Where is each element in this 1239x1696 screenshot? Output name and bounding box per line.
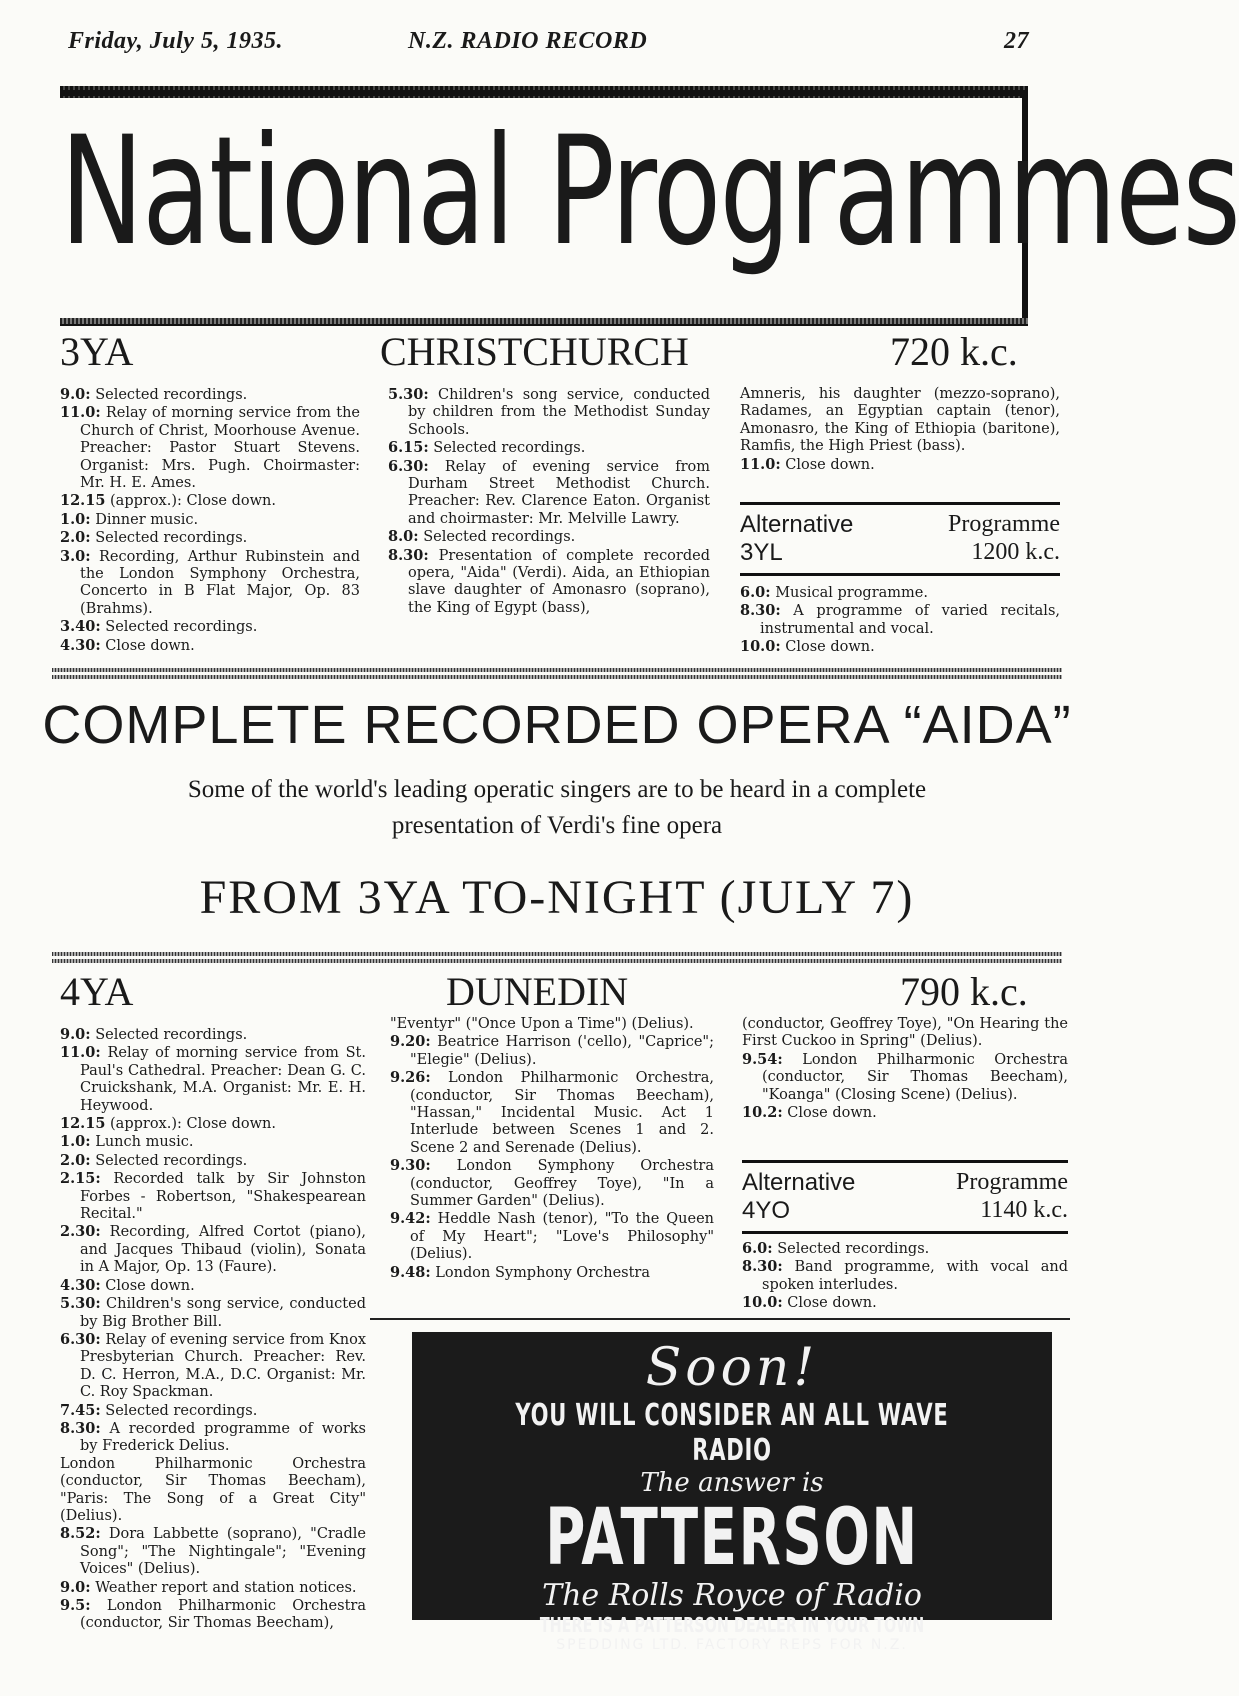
programme-entry: 9.48: London Symphony Orchestra: [390, 1263, 651, 1281]
programme-entry: "Eventyr" ("Once Upon a Time") (Delius).: [390, 1016, 694, 1032]
programme-entry: 10.0: Close down.: [740, 638, 875, 656]
programme-column-3ya-2: [388, 386, 710, 617]
programme-column-3ya-1: [60, 386, 360, 655]
programme-entry: 2.0: Selected recordings.: [60, 1151, 248, 1169]
programme-column-3yl: [740, 584, 1060, 657]
programme-entry: 9.0: Selected recordings.: [60, 1026, 248, 1043]
alt-title-2: Programme: [956, 1169, 1068, 1195]
programme-entry: 9.5: London Philharmonic Orchestra (conductor, Sir Thomas Beecham),: [60, 1597, 366, 1632]
advert-divider: [370, 1318, 1070, 1320]
patterson-advert: [412, 1332, 1052, 1653]
advert-soon: Soon!: [645, 1338, 819, 1398]
programme-entry: 8.0: Selected recordings.: [388, 528, 576, 546]
issue-date: Friday, July 5, 1935.: [68, 28, 283, 54]
programme-entry: (conductor, Geoffrey Toye), "On Hearing the First Cuckoo in Spring" (Delius).: [742, 1016, 1068, 1050]
programme-entry: 8.30: Presentation of complete recorded opera, "Aida" (Verdi). Aida, an Ethiopian slave daughter of Amonasro (soprano), the King of Egypt (bass),: [388, 546, 710, 616]
programme-entry: 8.30: A programme of varied recitals, instrumental and vocal.: [740, 602, 1060, 637]
programme-entry: 8.30: A recorded programme of works by Frederick Delius.: [60, 1419, 366, 1455]
programme-entry: 2.30: Recording, Alfred Cortot (piano), and Jacques Thibaud (violin), Sonata in A Major, Op. 13 (Faure).: [60, 1223, 366, 1276]
programme-entry: Amneris, his daughter (mezzo-soprano), Radames, an Egyptian captain (tenor), Amonasro, the King of Ethiopia (baritone), Ramfis, the High Priest (bass).: [740, 386, 1060, 455]
station-city-3ya: CHRISTCHURCH: [380, 329, 689, 374]
station-frequency-4ya: 790 k.c.: [900, 969, 1028, 1014]
programme-entry: 4.30: Close down.: [60, 1276, 195, 1294]
advert-brand: PATTERSON: [545, 1493, 919, 1583]
programme-entry: 5.30: Children's song service, conducted by Big Brother Bill.: [60, 1295, 366, 1330]
programme-entry: 6.0: Musical programme.: [740, 584, 928, 601]
programme-entry: 10.0: Close down.: [742, 1294, 877, 1312]
alt-station-call: 3YL: [740, 539, 783, 566]
advert-slogan: The Rolls Royce of Radio: [542, 1578, 922, 1613]
programme-entry: 1.0: Lunch music.: [60, 1133, 194, 1151]
alt-title: Alternative: [740, 511, 854, 538]
programme-entry: 6.30: Relay of evening service from Knox Presbyterian Church. Preacher: Rev. D. C. Herron, M.A., D.C. Organist: Mr. C. Roy Spackman.: [60, 1330, 366, 1401]
programme-entry: 8.52: Dora Labbette (soprano), "Cradle Song"; "The Nightingale"; "Evening Voices" (Delius).: [60, 1525, 366, 1578]
alternative-box-3yl: [740, 502, 1060, 576]
programme-entry: 11.0: Relay of morning service from St. Paul's Cathedral. Preacher: Dean G. C. Cruickshank, M.A. Organist: Mr. E. H. Heywood.: [60, 1044, 366, 1114]
programme-column-4yo: [742, 1240, 1068, 1313]
programme-column-4ya-2: [390, 1016, 714, 1282]
alternative-box-4yo: [742, 1160, 1068, 1234]
station-call-3ya: 3YA: [60, 329, 134, 374]
advert-dealer: THERE IS A PATTERSON DEALER IN YOUR TOWN: [539, 1613, 925, 1637]
publication-name: N.Z. RADIO RECORD: [408, 28, 648, 54]
advert-line-2: The answer is: [640, 1468, 824, 1498]
programme-entry: 9.42: Heddle Nash (tenor), "To the Queen of My Heart"; "Love's Philosophy" (Delius).: [390, 1210, 714, 1263]
station-city-4ya: DUNEDIN: [446, 969, 629, 1014]
programme-entry: 6.15: Selected recordings.: [388, 439, 586, 457]
programme-entry: 9.26: London Philharmonic Orchestra, (conductor, Sir Thomas Beecham), "Hassan," Incidental Music. Act 1 Interlude between Scenes 1 and 2. Scene 2 and Serenade (Delius).: [390, 1069, 714, 1156]
programme-entry: 3.0: Recording, Arthur Rubinstein and the London Symphony Orchestra, Concerto in B Flat Major, Op. 83 (Brahms).: [60, 547, 360, 617]
section-divider: [52, 675, 1062, 679]
programme-entry: 2.0: Selected recordings.: [60, 529, 248, 547]
programme-entry: 12.15 (approx.): Close down.: [60, 492, 276, 510]
advert-reps: SPEDDING LTD. FACTORY REPS FOR N.Z.: [556, 1637, 908, 1653]
programme-column-3ya-3: [740, 386, 1060, 474]
programme-column-4ya-1: [60, 1026, 366, 1633]
banner-subtitle-1: Some of the world's leading operatic singers are to be heard in a complete: [187, 776, 927, 803]
programme-entry: 6.30: Relay of evening service from Durham Street Methodist Church. Preacher: Rev. Clarence Eaton. Organist and choirmaster: Mr. Melville Lawry.: [388, 457, 710, 527]
programme-entry: 11.0: Relay of morning service from the Church of Christ, Moorhouse Avenue. Preacher: Pastor Stuart Stevens. Organist: Mrs. Pugh. Choirmaster: Mr. H. E. Ames.: [60, 404, 360, 492]
programme-entry: 8.30: Band programme, with vocal and spoken interludes.: [742, 1258, 1068, 1293]
programme-entry: 4.30: Close down.: [60, 636, 195, 654]
alt-title-2: Programme: [948, 511, 1060, 537]
programme-entry: 9.54: London Philharmonic Orchestra (conductor, Sir Thomas Beecham), "Koanga" (Closing Scene) (Delius).: [742, 1050, 1068, 1103]
programme-entry: 9.0: Selected recordings.: [60, 386, 248, 403]
section-divider: [52, 959, 1062, 963]
banner-subtitle-2: presentation of Verdi's fine opera: [391, 812, 723, 839]
alt-station-frequency: 1200 k.c.: [971, 539, 1060, 565]
alt-station-call: 4YO: [742, 1197, 791, 1224]
programme-entry: London Philharmonic Orchestra (conductor, Sir Thomas Beecham), "Paris: The Song of a Great City" (Delius).: [60, 1455, 366, 1524]
programme-entry: 5.30: Children's song service, conducted by children from the Methodist Sunday Schools.: [388, 386, 710, 438]
banner-headline: COMPLETE RECORDED OPERA “AIDA”: [42, 695, 1072, 755]
programme-entry: 12.15 (approx.): Close down.: [60, 1115, 276, 1133]
programme-entry: 2.15: Recorded talk by Sir Johnston Forbes - Robertson, "Shakespearean Recital.": [60, 1170, 366, 1223]
programme-entry: 9.30: London Symphony Orchestra (conductor, Geoffrey Toye), "In a Summer Garden" (Delius).: [390, 1157, 714, 1210]
programme-entry: 11.0: Close down.: [740, 455, 875, 473]
masthead-bottom-bar: [60, 318, 1028, 324]
advert-line-1: YOU WILL CONSIDER AN ALL WAVE RADIO: [515, 1398, 949, 1468]
station-frequency-3ya: 720 k.c.: [890, 329, 1018, 374]
alt-station-frequency: 1140 k.c.: [980, 1197, 1068, 1223]
programme-entry: 7.45: Selected recordings.: [60, 1401, 258, 1419]
programme-entry: 6.0: Selected recordings.: [742, 1240, 930, 1257]
programme-column-4ya-3: [742, 1016, 1068, 1122]
page-number: 27: [1004, 28, 1029, 54]
masthead-title: National Programmes: [60, 105, 1239, 279]
programme-entry: 9.0: Weather report and station notices.: [60, 1578, 357, 1596]
programme-entry: 3.40: Selected recordings.: [60, 618, 258, 636]
programme-entry: 10.2: Close down.: [742, 1104, 877, 1122]
banner-tonight: FROM 3YA TO-NIGHT (JULY 7): [199, 871, 915, 924]
alt-title: Alternative: [742, 1169, 856, 1196]
section-divider: [52, 668, 1062, 672]
programme-entry: 9.20: Beatrice Harrison ('cello), "Caprice"; "Elegie" (Delius).: [390, 1033, 714, 1068]
station-call-4ya: 4YA: [60, 969, 134, 1014]
section-divider: [52, 952, 1062, 956]
programme-entry: 1.0: Dinner music.: [60, 510, 199, 528]
